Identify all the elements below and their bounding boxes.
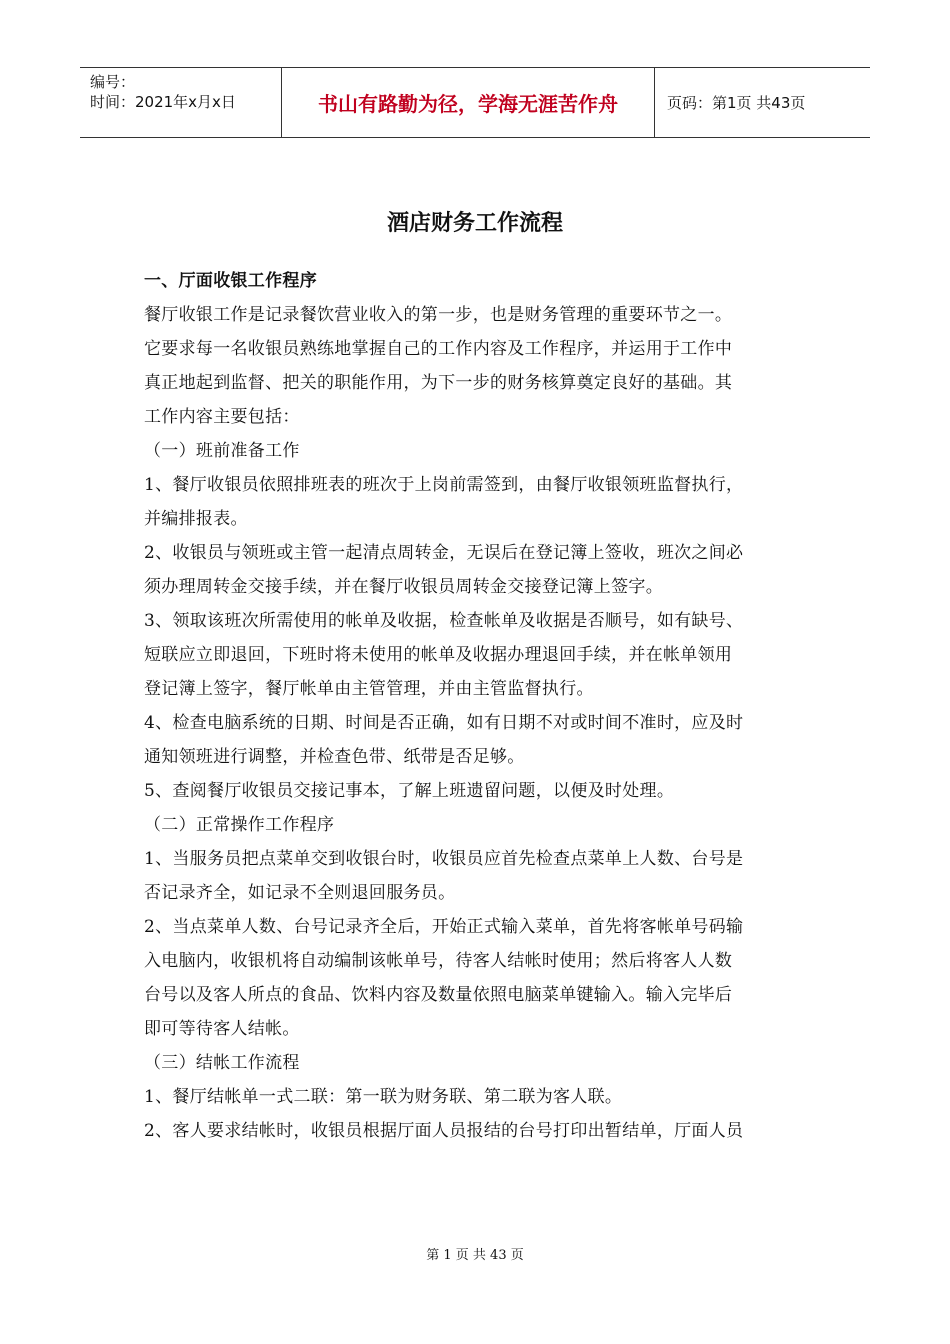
subsection-heading: （三）结帐工作流程 [144, 1053, 300, 1073]
page-footer: 第 1 页 共 43 页 [426, 1248, 524, 1263]
body-line: 工作内容主要包括： [144, 407, 300, 427]
header-left-cell [80, 68, 282, 137]
body-line: 1、餐厅收银员依照排班表的班次于上岗前需签到，由餐厅收银领班监督执行， [144, 475, 744, 495]
body-line: 登记簿上签字，餐厅帐单由主管管理，并由主管监督执行。 [144, 679, 594, 699]
body-line: 否记录齐全，如记录不全则退回服务员。 [144, 883, 456, 903]
document-title: 酒店财务工作流程 [386, 211, 563, 236]
body-line: 1、餐厅结帐单一式二联：第一联为财务联、第二联为客人联。 [144, 1087, 623, 1107]
body-line: 并编排报表。 [144, 509, 248, 529]
subsection-heading: （一）班前准备工作 [144, 441, 300, 461]
body-line: 餐厅收银工作是记录餐饮营业收入的第一步，也是财务管理的重要环节之一。 [144, 305, 733, 325]
body-line: 它要求每一名收银员熟练地掌握自己的工作内容及工作程序，并运用于工作中 [144, 339, 733, 359]
body-line: 1、当服务员把点菜单交到收银台时，收银员应首先检查点菜单上人数、台号是 [144, 849, 744, 869]
body-line: 2、收银员与领班或主管一起清点周转金，无误后在登记簿上签收，班次之间必 [144, 543, 744, 563]
body-line: 2、当点菜单人数、台号记录齐全后，开始正式输入菜单，首先将客帐单号码输 [144, 917, 744, 937]
body-line: 4、检查电脑系统的日期、时间是否正确，如有日期不对或时间不准时，应及时 [144, 713, 744, 733]
number-label: 编号： [90, 73, 136, 91]
page-info: 页码：第1页 共43页 [667, 94, 806, 112]
body-line: 真正地起到监督、把关的职能作用，为下一步的财务核算奠定良好的基础。其 [144, 373, 733, 393]
body-line: 须办理周转金交接手续，并在餐厅收银员周转金交接登记簿上签字。 [144, 577, 663, 597]
body-line: 入电脑内，收银机将自动编制该帐单号，待客人结帐时使用；然后将客人人数 [144, 951, 733, 971]
body-line: 通知领班进行调整，并检查色带、纸带是否足够。 [144, 747, 525, 767]
document-body [144, 264, 809, 1148]
body-line: 5、查阅餐厅收银员交接记事本，了解上班遗留问题，以便及时处理。 [144, 781, 675, 801]
body-line: 台号以及客人所点的食品、饮料内容及数量依照电脑菜单键输入。输入完毕后 [144, 985, 733, 1005]
date-label: 时间：2021年x月x日 [90, 93, 236, 111]
body-line: 3、领取该班次所需使用的帐单及收据，检查帐单及收据是否顺号，如有缺号、 [144, 611, 744, 631]
motto: 书山有路勤为径，学海无涯苦作舟 [282, 68, 655, 137]
header-table [80, 67, 870, 138]
body-line: 2、客人要求结帐时，收银员根据厅面人员报结的台号打印出暂结单，厅面人员 [144, 1121, 744, 1141]
body-line: 短联应立即退回，下班时将未使用的帐单及收据办理退回手续，并在帐单领用 [144, 645, 733, 665]
section-heading: 一、厅面收银工作程序 [144, 271, 317, 291]
body-line: 即可等待客人结帐。 [144, 1019, 300, 1039]
subsection-heading: （二）正常操作工作程序 [144, 815, 335, 835]
